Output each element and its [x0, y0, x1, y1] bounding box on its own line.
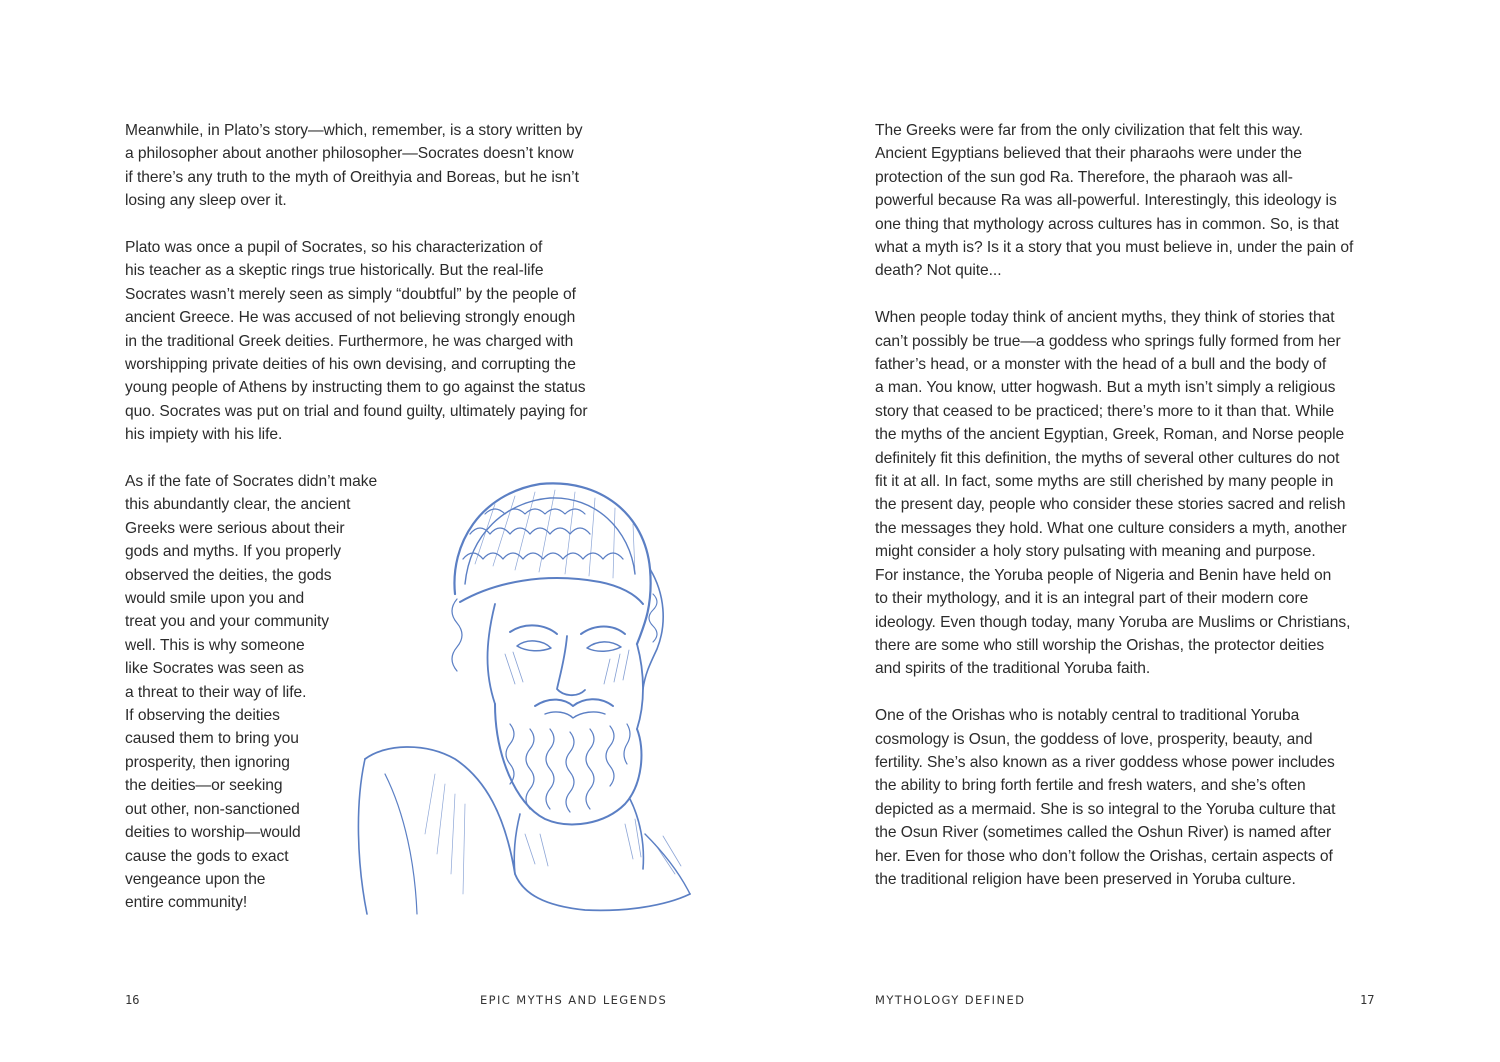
text-line: observed the deities, the gods [125, 566, 332, 584]
text-line: one thing that mythology across cultures has in common. So, is that [875, 215, 1339, 233]
text-line: and spirits of the traditional Yoruba faith. [875, 660, 1151, 678]
text-line: losing any sleep over it. [125, 192, 287, 210]
text-line: if there’s any truth to the myth of Oreithyia and Boreas, but he isn’t [125, 168, 579, 186]
text-line: Ancient Egyptians believed that their pharaohs were under the [875, 145, 1302, 163]
text-line: powerful because Ra was all-powerful. Interestingly, this ideology is [875, 192, 1337, 210]
text-line: Greeks were serious about their [125, 519, 345, 537]
text-line: gods and myths. If you properly [125, 543, 342, 561]
paragraph [125, 470, 377, 915]
text-line: death? Not quite... [875, 262, 1002, 280]
text-line: fertility. She’s also known as a river goddess whose power includes [875, 753, 1335, 771]
text-line: ancient Greece. He was accused of not believing strongly enough [125, 309, 576, 327]
text-line: young people of Athens by instructing them to go against the status [125, 379, 586, 397]
text-line: a man. You know, utter hogwash. But a myth isn’t simply a religious [875, 379, 1336, 397]
text-line: the traditional religion have been preserved in Yoruba culture. [875, 870, 1296, 888]
text-line: cosmology is Osun, the goddess of love, prosperity, beauty, and [875, 730, 1313, 748]
text-line: might consider a holy story pulsating with meaning and purpose. [875, 543, 1316, 561]
text-line: the messages they hold. What one culture considers a myth, another [875, 519, 1347, 537]
text-line: his teacher as a skeptic rings true historically. But the real-life [125, 262, 544, 280]
running-head: MYTHOLOGY DEFINED [875, 993, 1026, 1007]
text-line: her. Even for those who don’t follow the Orishas, certain aspects of [875, 847, 1333, 865]
text-line: story that ceased to be practiced; there’s more to it than that. While [875, 402, 1335, 420]
text-line: can’t possibly be true—a goddess who springs fully formed from her [875, 332, 1341, 350]
text-line: in the traditional Greek deities. Furthermore, he was charged with [125, 332, 574, 350]
text-line: definitely fit this definition, the myths of several other cultures do not [875, 449, 1340, 467]
folio-number: 16 [125, 993, 140, 1007]
text-line: would smile upon you and [125, 590, 305, 608]
text-line: like Socrates was seen as [125, 660, 305, 678]
text-line: The Greeks were far from the only civilization that felt this way. [875, 122, 1304, 139]
text-line: worshipping private deities of his own devising, and corrupting the [125, 356, 576, 374]
text-line: deities to worship—would [125, 824, 301, 842]
text-line: the deities—or seeking [125, 777, 283, 795]
text-line: father’s head, or a monster with the head of a bull and the body of [875, 356, 1327, 374]
text-line: treat you and your community [125, 613, 330, 631]
text-line: Socrates wasn’t merely seen as simply “doubtful” by the people of [125, 285, 576, 303]
text-line: prosperity, then ignoring [125, 753, 290, 771]
text-line: a philosopher about another philosopher—Socrates doesn’t know [125, 145, 574, 163]
text-line: out other, non-sanctioned [125, 800, 300, 818]
paragraph [125, 119, 588, 213]
paragraph [125, 236, 588, 447]
text-line: the ability to bring forth fertile and fresh waters, and she’s often [875, 777, 1306, 795]
text-line: the present day, people who consider these stories sacred and relish [875, 496, 1346, 514]
text-line: Meanwhile, in Plato’s story—which, remember, is a story written by [125, 122, 583, 139]
text-line: quo. Socrates was put on trial and found guilty, ultimately paying for [125, 402, 588, 420]
text-line: One of the Orishas who is notably central to traditional Yoruba [875, 707, 1300, 725]
text-line: well. This is why someone [125, 636, 305, 654]
folio-number: 17 [1360, 993, 1375, 1007]
right-text-block [875, 119, 1353, 891]
text-line: When people today think of ancient myths, they think of stories that [875, 309, 1335, 327]
text-line: vengeance upon the [125, 870, 266, 888]
text-line: the Osun River (sometimes called the Oshun River) is named after [875, 824, 1332, 842]
text-line: entire community! [125, 894, 248, 912]
text-line: If observing the deities [125, 707, 280, 725]
running-head: EPIC MYTHS AND LEGENDS [480, 993, 668, 1007]
text-line: his impiety with his life. [125, 426, 283, 444]
text-line: a threat to their way of life. [125, 683, 307, 701]
text-line: protection of the sun god Ra. Therefore, the pharaoh was all- [875, 168, 1293, 186]
left-text-block-top [125, 119, 588, 447]
text-line: caused them to bring you [125, 730, 299, 748]
text-line: fit it at all. In fact, some myths are still cherished by many people in [875, 473, 1334, 491]
paragraph [875, 119, 1353, 283]
left-text-block-wrap [125, 470, 377, 915]
text-line: For instance, the Yoruba people of Nigeria and Benin have held on [875, 566, 1332, 584]
text-line: to their mythology, and it is an integral part of their modern core [875, 590, 1309, 608]
text-line: ideology. Even though today, many Yoruba are Muslims or Christians, [875, 613, 1351, 631]
paragraph [875, 704, 1353, 891]
paragraph [875, 306, 1353, 681]
text-line: the myths of the ancient Egyptian, Greek, Roman, and Norse people [875, 426, 1345, 444]
plato-bust-icon [345, 474, 705, 924]
right-page [750, 0, 1500, 1062]
text-line: this abundantly clear, the ancient [125, 496, 351, 514]
text-line: what a myth is? Is it a story that you must believe in, under the pain of [875, 239, 1354, 257]
text-line: As if the fate of Socrates didn’t make [125, 473, 378, 490]
text-line: Plato was once a pupil of Socrates, so his characterization of [125, 239, 543, 257]
text-line: depicted as a mermaid. She is so integral to the Yoruba culture that [875, 800, 1336, 818]
text-line: there are some who still worship the Orishas, the protector deities [875, 636, 1325, 654]
text-line: cause the gods to exact [125, 847, 289, 865]
